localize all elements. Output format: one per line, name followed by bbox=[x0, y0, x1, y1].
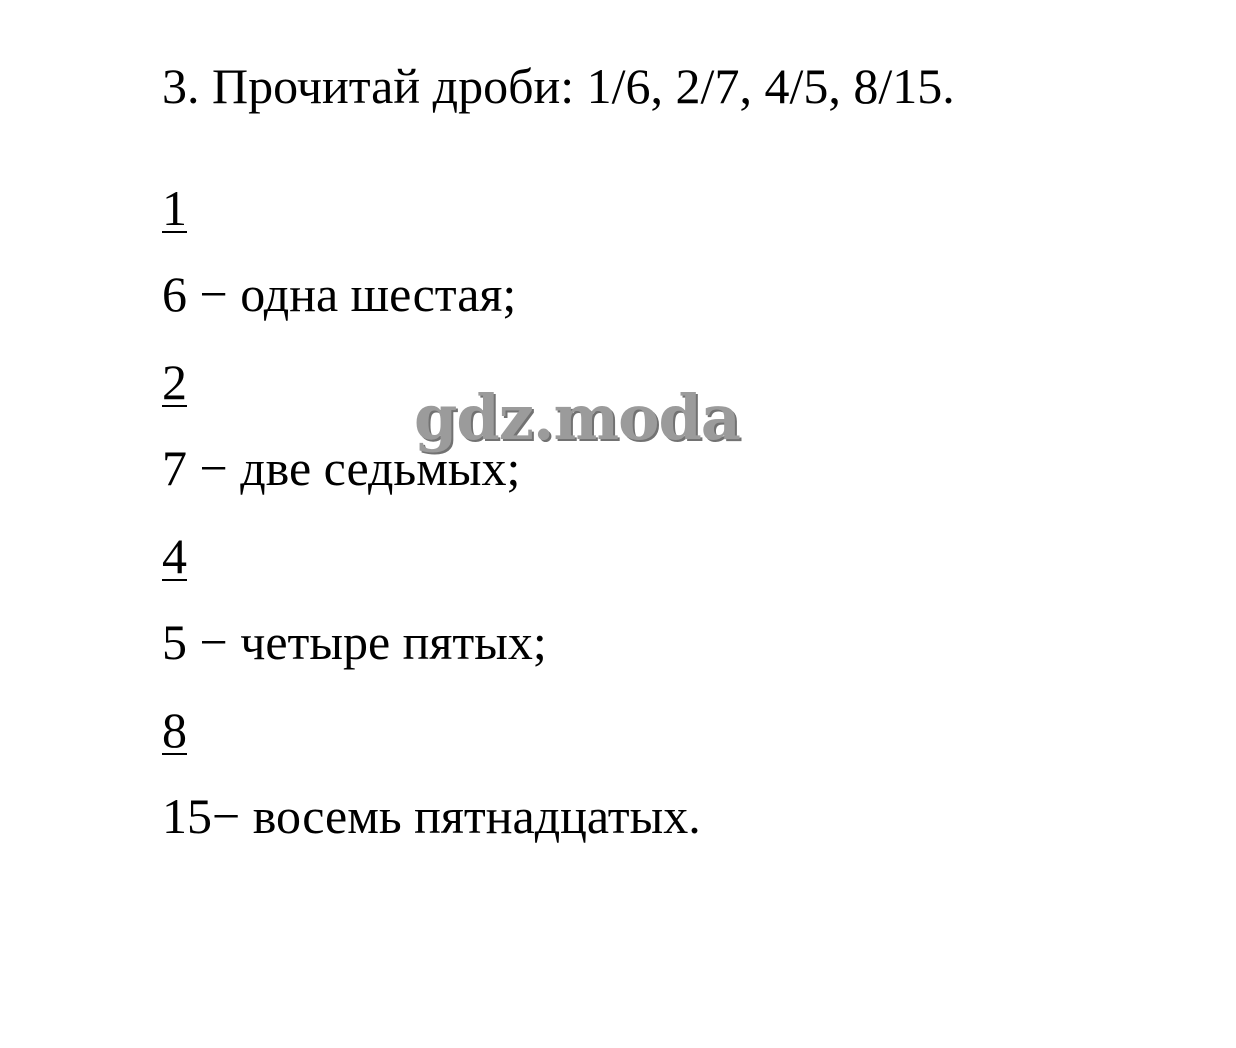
fraction-answer-3 bbox=[162, 524, 1162, 698]
fraction-numerator: 8 bbox=[162, 702, 187, 758]
fraction-denominator-reading: 15− восемь пятнадцатых. bbox=[162, 788, 701, 844]
fraction-numerator: 1 bbox=[162, 180, 187, 236]
fraction-denominator-reading: 5 − четыре пятых; bbox=[162, 614, 547, 670]
watermark: gdz.moda bbox=[414, 381, 740, 454]
fraction-denominator-reading: 7 − две седьмых; bbox=[162, 440, 521, 496]
fraction-numerator: 2 bbox=[162, 354, 187, 410]
fraction-answer-1 bbox=[162, 176, 1162, 350]
fraction-answer-4 bbox=[162, 698, 1162, 872]
answer-list bbox=[162, 176, 1162, 872]
fraction-denominator-reading: 6 − одна шестая; bbox=[162, 266, 517, 322]
fraction-numerator: 4 bbox=[162, 528, 187, 584]
task-title: 3. Прочитай дроби: 1/6, 2/7, 4/5, 8/15. bbox=[162, 58, 955, 114]
